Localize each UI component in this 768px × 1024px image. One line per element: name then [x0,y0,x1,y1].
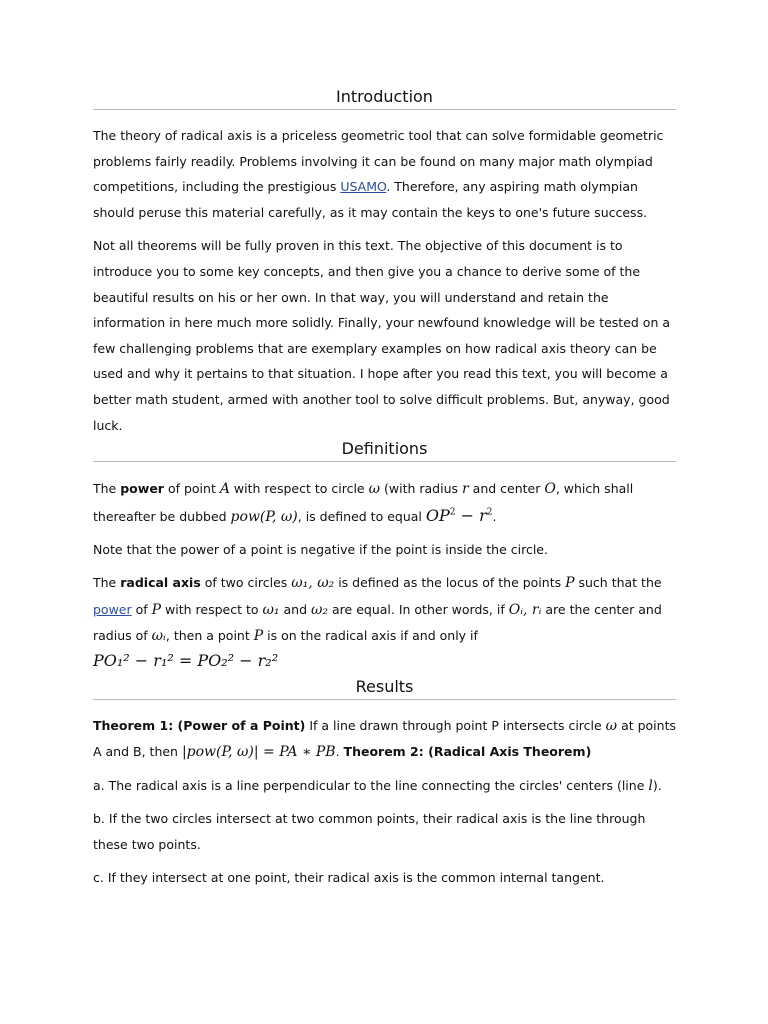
theorem-2-part-c: c. If they intersect at one point, their radical axis is the common internal tangent. [93,869,605,885]
definition-radical-axis: The radical axis of two circles ω₁, ω₂ is defined as the locus of the points P such that the power of P with respect to ω₁ and ω₂ are equal. In other words, if Oᵢ, rᵢ are the center and radius of ωᵢ, then a point P is on the radical axis if and only if [93,574,662,645]
document-page [93,0,676,890]
power-link[interactable]: power [93,601,132,617]
theorem-2-part-b: b. If the two circles intersect at two common points, their radical axis is the line through these two points. [93,811,646,853]
radical-axis-equation: PO₁² − r₁² = PO₂² − r₂² [93,650,279,670]
theorem-2-title: Theorem 2: (Radical Axis Theorem) [343,744,592,760]
usamo-link[interactable]: USAMO [340,179,387,195]
power-formula: $OP^2 - r^2$ [425,505,493,525]
radical-axis-term: radical axis [120,574,201,590]
power-of-point-formula: |pow(P, ω)| = PA ∗ PB [181,744,336,761]
intro-paragraph-2: Not all theorems will be fully proven in this text. The objective of this document is to introduce you to some key concepts, and then give you a chance to derive some of the beautiful results on his or her own. In that way, you will understand and retain the information in here much more solidly. Finally, your newfound knowledge will be tested on a few challenging problems that are exemplary examples on how radical axis theory can be used and why it pertains to that situation. I hope after you read this text, you will become a better math student, armed with another tool to solve difficult problems. But, anyway, good luck. [93,238,671,433]
intro-paragraph-1: The theory of radical axis is a priceless geometric tool that can solve formidable geometric problems fairly readily. Problems involving it can be found on many major math olympiad competitions, including the prestigious USAMO. Therefore, any aspiring math olympian should peruse this material carefully, as it may contain the keys to one's future success. [93,128,664,220]
results-heading: Results [93,677,676,700]
pow-notation: pow(P, ω) [230,508,298,525]
definition-power: The power of point A with respect to circle ω (with radius r and center O, which shall thereafter be dubbed pow(P, ω), is defined to equal $OP^2 - r^2$. [93,481,634,525]
introduction-heading: Introduction [93,87,676,110]
theorem-1-title: Theorem 1: (Power of a Point) [93,717,306,733]
definition-note: Note that the power of a point is negative if the point is inside the circle. [93,542,548,558]
power-term: power [120,481,164,497]
definitions-heading: Definitions [93,439,676,462]
theorem-2-part-a: a. The radical axis is a line perpendicular to the line connecting the circles' centers (line l). [93,777,662,794]
theorem-1: Theorem 1: (Power of a Point) If a line drawn through point P intersects circle ω at points A and B, then |pow(P, ω)| = PA ∗ PB. Theorem 2: (Radical Axis Theorem) [93,717,676,761]
